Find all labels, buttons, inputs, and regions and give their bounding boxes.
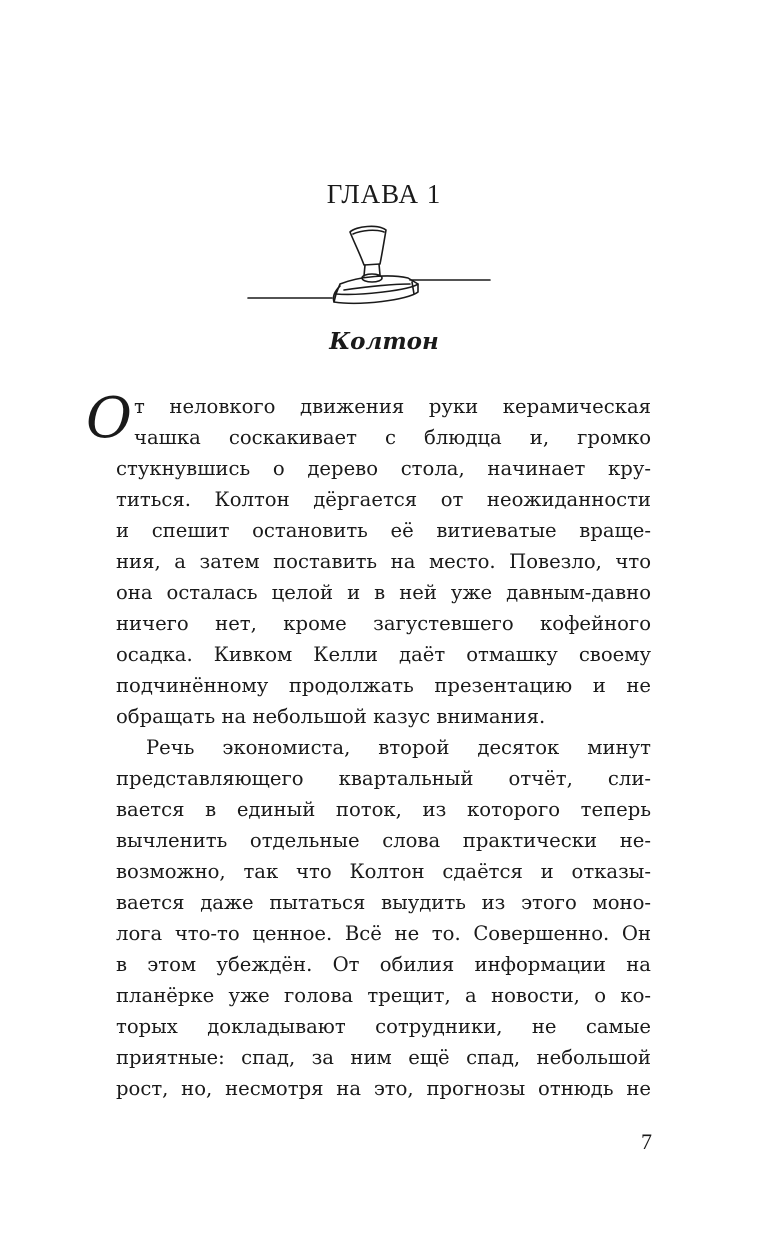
text-line: возможно, так что Колтон сдаётся и отказы- [116, 860, 651, 883]
text-line: вычленить отдельные слова практически не- [116, 829, 651, 852]
text-line: осадка. Кивком Келли даёт отмашку своему [116, 643, 651, 666]
text-line: она осталась целой и в ней уже давным-давно [116, 581, 651, 604]
text-line: т неловкого движения руки керамическая [134, 395, 651, 418]
body-text [86, 386, 651, 1104]
text-line: ния, а затем поставить на место. Повезло, что [116, 550, 651, 573]
text-line: рост, но, несмотря на это, прогнозы отнюдь не [116, 1077, 651, 1100]
rubber-stamp-icon [240, 212, 500, 312]
text-line: ничего нет, кроме загустевшего кофейного [116, 612, 651, 635]
text-line: и спешит остановить её витиеватые враще- [116, 519, 651, 542]
text-line: Речь экономиста, второй десяток минут [146, 736, 651, 759]
text-line: вается даже пытаться выудить из этого моно- [116, 891, 651, 914]
text-line: приятные: спад, за ним ещё спад, небольшой [116, 1046, 651, 1069]
chapter-label: ГЛАВА 1 [326, 179, 442, 209]
text-line: подчинённому продолжать презентацию и не [116, 674, 651, 697]
text-line: лога что-то ценное. Всё не то. Совершенно. Он [116, 922, 651, 945]
text-line: торых докладывают сотрудники, не самые [116, 1015, 651, 1038]
text-line: обращать на небольшой казус внимания. [116, 705, 546, 728]
text-line: представляющего квартальный отчёт, сли- [116, 767, 651, 790]
text-line: в этом убеждён. От обилия информации на [116, 953, 651, 976]
text-line: стукнувшись о дерево стола, начинает кру- [116, 457, 651, 480]
text-line: вается в единый поток, из которого теперь [116, 798, 651, 821]
chapter-title: Колтон [329, 328, 439, 355]
drop-cap: О [86, 386, 132, 451]
text-line: титься. Колтон дёргается от неожиданности [116, 488, 651, 511]
page-number: 7 [641, 1129, 652, 1154]
text-line: планёрке уже голова трещит, а новости, о ко- [116, 984, 651, 1007]
text-line: чашка соскакивает с блюдца и, громко [134, 426, 651, 449]
